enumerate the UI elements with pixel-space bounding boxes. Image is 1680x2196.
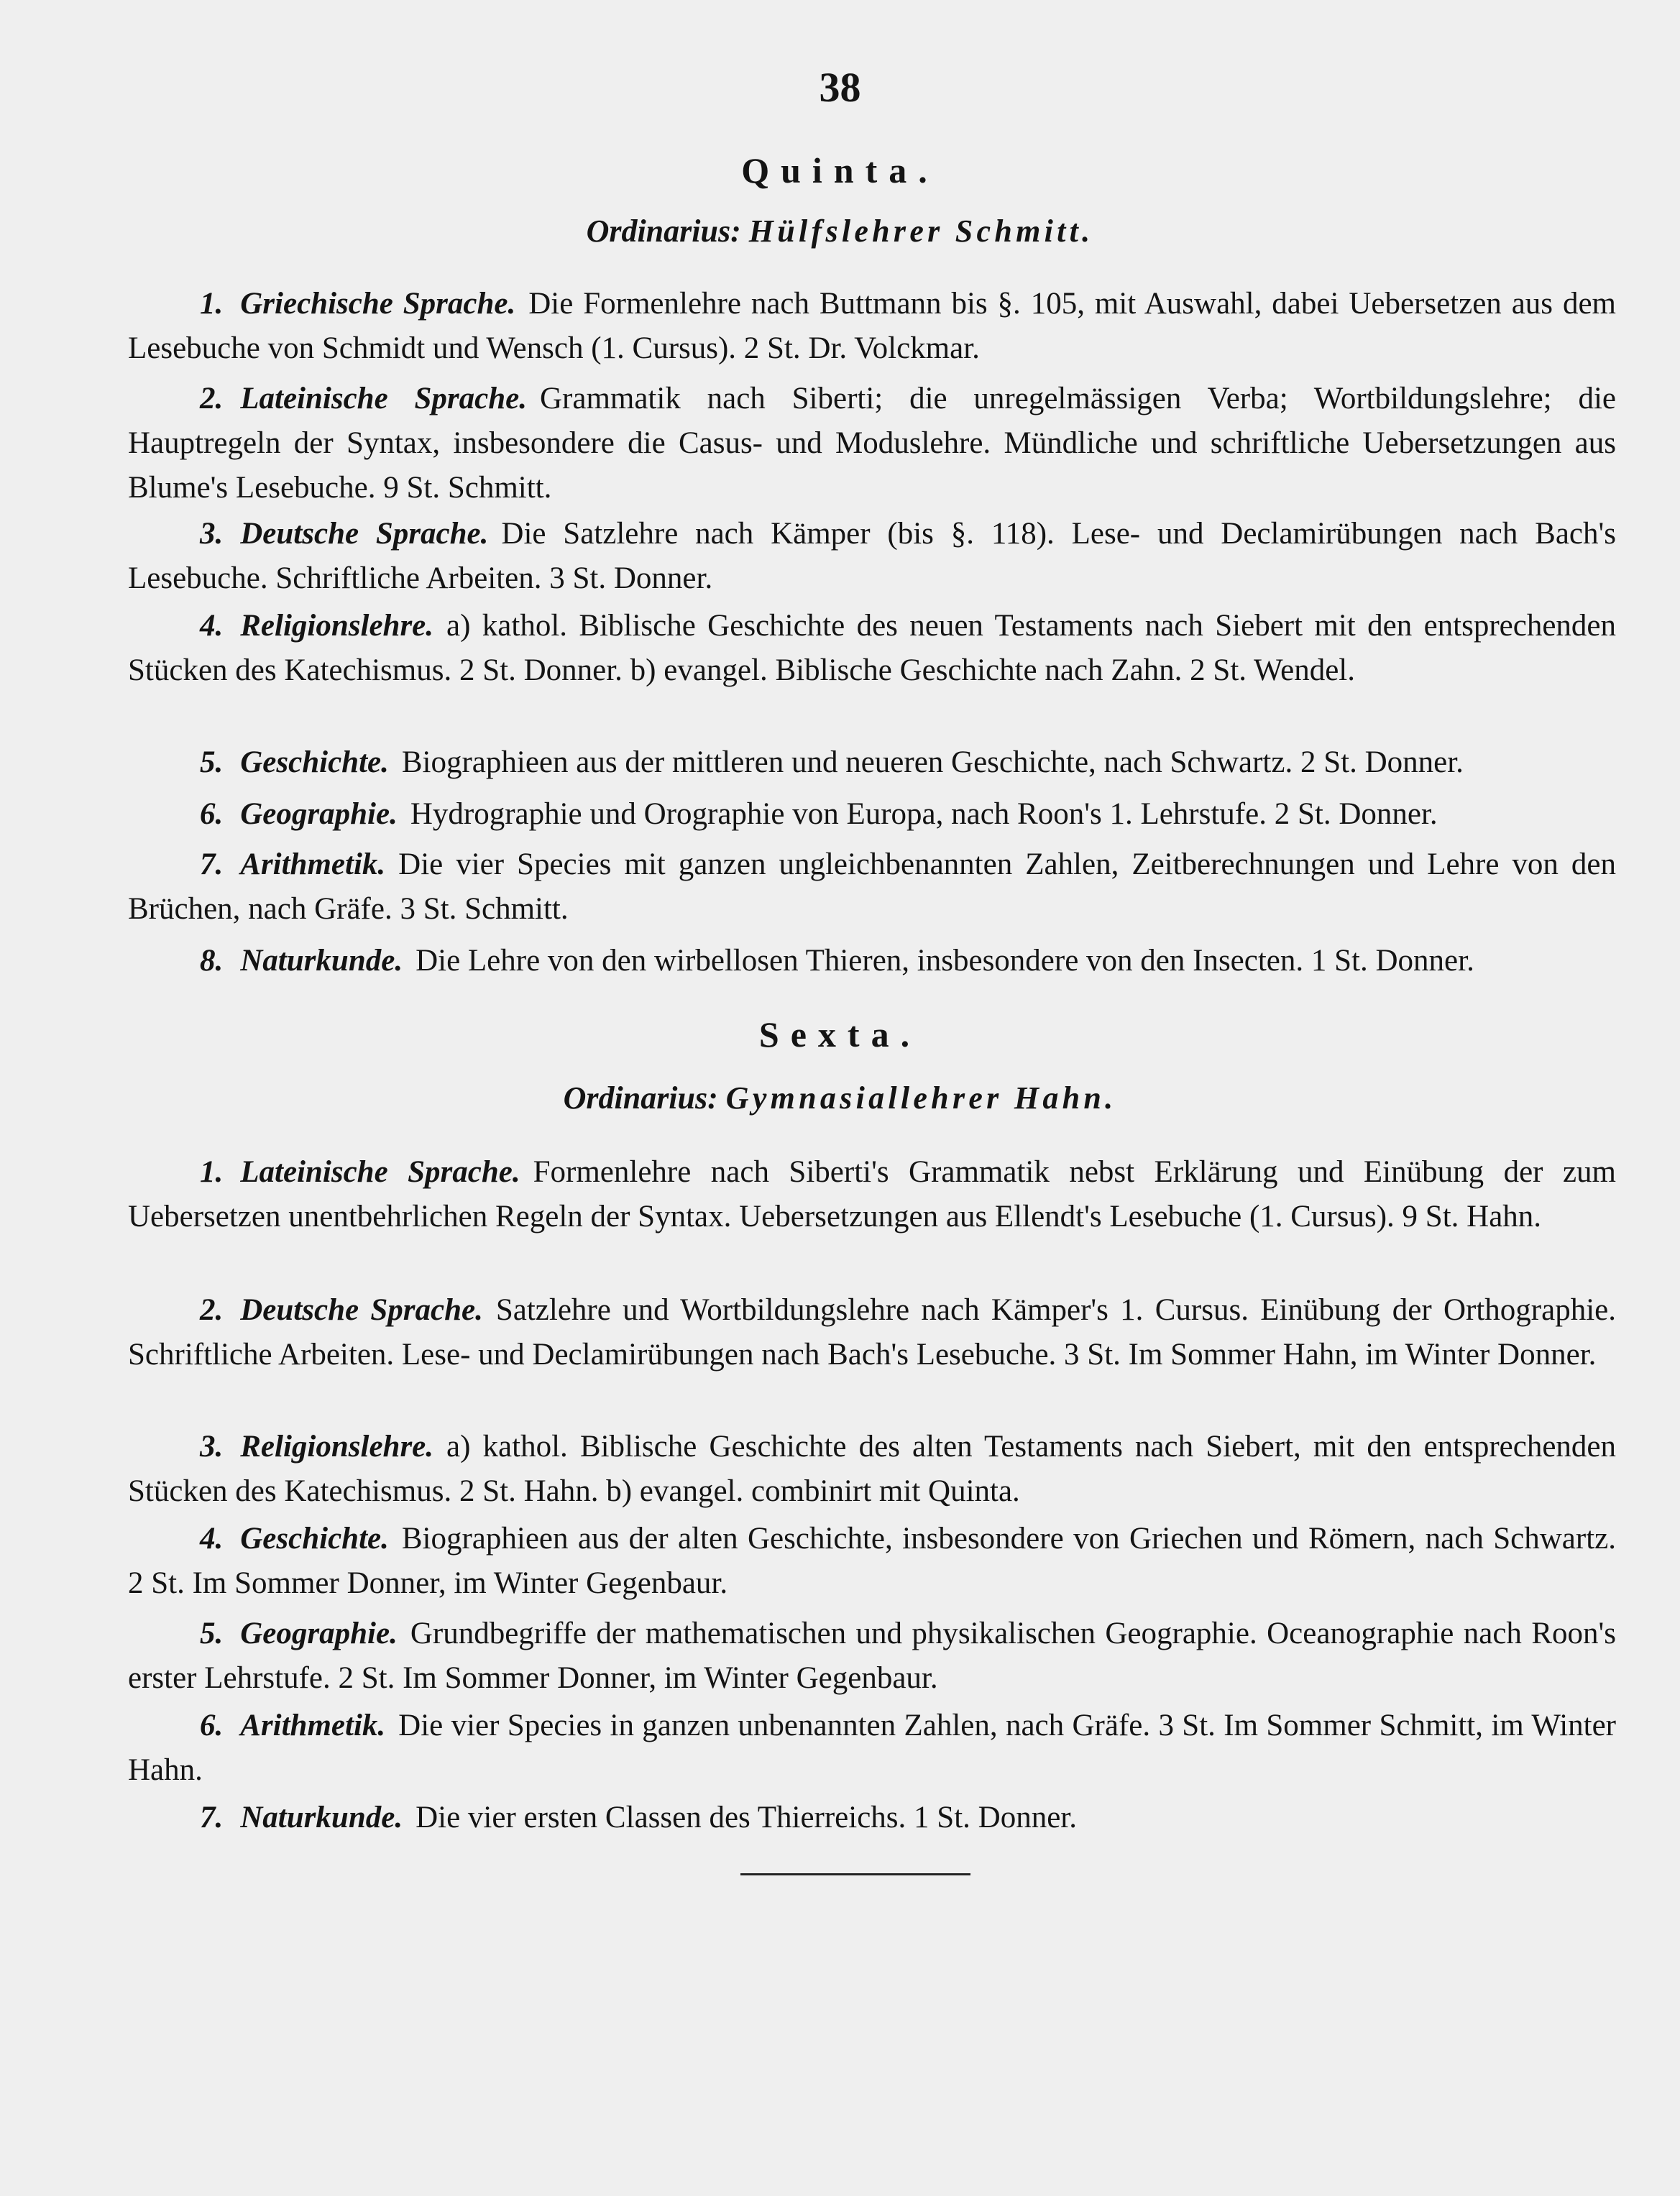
item-text: Die Formenlehre nach Buttmann bis §. 105, mit Auswahl, dabei Uebersetzen aus dem Lesebuche von Schmidt und Wensch (1. Cursus). 2 St. Dr. Volckmar. [128,287,1616,365]
item-text: Die Lehre von den wirbellosen Thieren, insbesondere von den Insecten. 1 St. Donner. [416,944,1474,978]
ordinarius-name: Gymnasiallehrer Hahn. [725,1080,1117,1116]
item-text: Satzlehre und Wortbildungslehre nach Kämper's 1. Cursus. Einübung der Orthographie. Schriftliche Arbeiten. Lese- und Declamirübungen nach Bach's Lesebuche. 3 St. Im Sommer Hahn, im Winter Donner. [128,1293,1616,1372]
item-subject: Geschichte. [240,1522,389,1556]
item-text: Die Satzlehre nach Kämper (bis §. 118). Lese- und Declamirübungen nach Bach's Lesebuche. Schriftliche Arbeiten. 3 St. Donner. [128,517,1616,595]
item-number: 2. [200,1293,224,1327]
item-number: 8. [200,944,224,978]
quinta-item-4 [128,604,1616,693]
item-text: Hydrographie und Orographie von Europa, nach Roon's 1. Lehrstufe. 2 St. Donner. [410,797,1438,831]
item-subject: Religionslehre. [240,1430,434,1464]
item-subject: Geographie. [240,1617,398,1650]
ordinarius-label: Ordinarius: [563,1080,718,1116]
item-number: 1. [200,1155,224,1189]
quinta-item-7 [128,842,1616,932]
item-text: Die vier Species in ganzen unbenannten Zahlen, nach Gräfe. 3 St. Im Sommer Schmitt, im Winter Hahn. [128,1709,1616,1787]
item-subject: Naturkunde. [240,1801,403,1834]
item-text: a) kathol. Biblische Geschichte des alten Testaments nach Siebert, mit den entsprechenden Stücken des Katechismus. 2 St. Hahn. b) evangel. combinirt mit Quinta. [128,1430,1616,1508]
ordinarius-name: Hülfslehrer Schmitt. [748,213,1094,249]
sexta-item-5 [128,1612,1616,1701]
item-subject: Arithmetik. [240,847,386,881]
item-number: 5. [200,745,224,779]
item-text: Die vier ersten Classen des Thierreichs. 1 St. Donner. [416,1801,1077,1834]
end-rule [740,1873,970,1875]
quinta-item-3 [128,512,1616,601]
item-subject: Lateinische Sprache. [240,1155,520,1189]
item-number: 4. [200,609,224,643]
page-number: 38 [819,64,861,111]
item-number: 7. [200,1801,224,1834]
item-number: 5. [200,1617,224,1650]
item-subject: Griechische Sprache. [240,287,516,321]
section-title-quinta: Quinta. [741,150,939,190]
item-number: 7. [200,847,224,881]
quinta-item-2 [128,377,1616,510]
item-subject: Deutsche Sprache. [240,517,489,551]
item-number: 6. [200,1709,224,1742]
sexta-item-4 [128,1517,1616,1606]
sexta-item-6 [128,1704,1616,1793]
sexta-item-1 [128,1150,1616,1239]
item-subject: Deutsche Sprache. [240,1293,483,1327]
sexta-item-3 [128,1425,1616,1514]
item-text: Biographieen aus der mittleren und neueren Geschichte, nach Schwartz. 2 St. Donner. [401,745,1464,779]
item-text: Formenlehre nach Siberti's Grammatik nebst Erklärung und Einübung der zum Uebersetzen unentbehrlichen Regeln der Syntax. Uebersetzungen aus Ellendt's Lesebuche (1. Cursus). 9 St. Hahn. [128,1155,1616,1233]
item-number: 3. [200,1430,224,1464]
ordinarius-label: Ordinarius: [586,213,741,249]
item-text: a) kathol. Biblische Geschichte des neuen Testaments nach Siebert mit den entsprechenden Stücken des Katechismus. 2 St. Donner. b) evangel. Biblische Geschichte nach Zahn. 2 St. Wendel. [128,609,1616,687]
item-number: 3. [200,517,224,551]
item-text: Grundbegriffe der mathematischen und physikalischen Geographie. Oceanographie nach Roon's erster Lehrstufe. 2 St. Im Sommer Donner, im Winter Gegenbaur. [128,1617,1616,1695]
quinta-item-8 [128,939,1616,983]
item-text: Biographieen aus der alten Geschichte, insbesondere von Griechen und Römern, nach Schwartz. 2 St. Im Sommer Donner, im Winter Gegenbaur. [128,1522,1616,1600]
quinta-item-5 [128,740,1616,785]
section-title-sexta: Sexta. [758,1014,922,1055]
ordinarius-quinta [0,213,1680,249]
item-number: 1. [200,287,224,321]
item-number: 2. [200,382,224,415]
quinta-item-1 [128,282,1616,371]
item-number: 6. [200,797,224,831]
item-number: 4. [200,1522,224,1556]
item-subject: Naturkunde. [240,944,403,978]
item-subject: Geographie. [240,797,398,831]
sexta-item-7 [128,1796,1616,1840]
item-text: Grammatik nach Siberti; die unregelmässigen Verba; Wortbildungslehre; die Hauptregeln der Syntax, insbesondere die Casus- und Moduslehre. Mündliche und schriftliche Uebersetzungen aus Blume's Lesebuche. 9 St. Schmitt. [128,382,1616,505]
item-subject: Arithmetik. [240,1709,386,1742]
item-subject: Lateinische Sprache. [240,382,527,415]
item-subject: Religionslehre. [240,609,434,643]
item-text: Die vier Species mit ganzen ungleichbenannten Zahlen, Zeitberechnungen und Lehre von den Brüchen, nach Gräfe. 3 St. Schmitt. [128,847,1616,926]
ordinarius-sexta [0,1080,1680,1116]
sexta-item-2 [128,1288,1616,1377]
item-subject: Geschichte. [240,745,389,779]
quinta-item-6 [128,792,1616,837]
